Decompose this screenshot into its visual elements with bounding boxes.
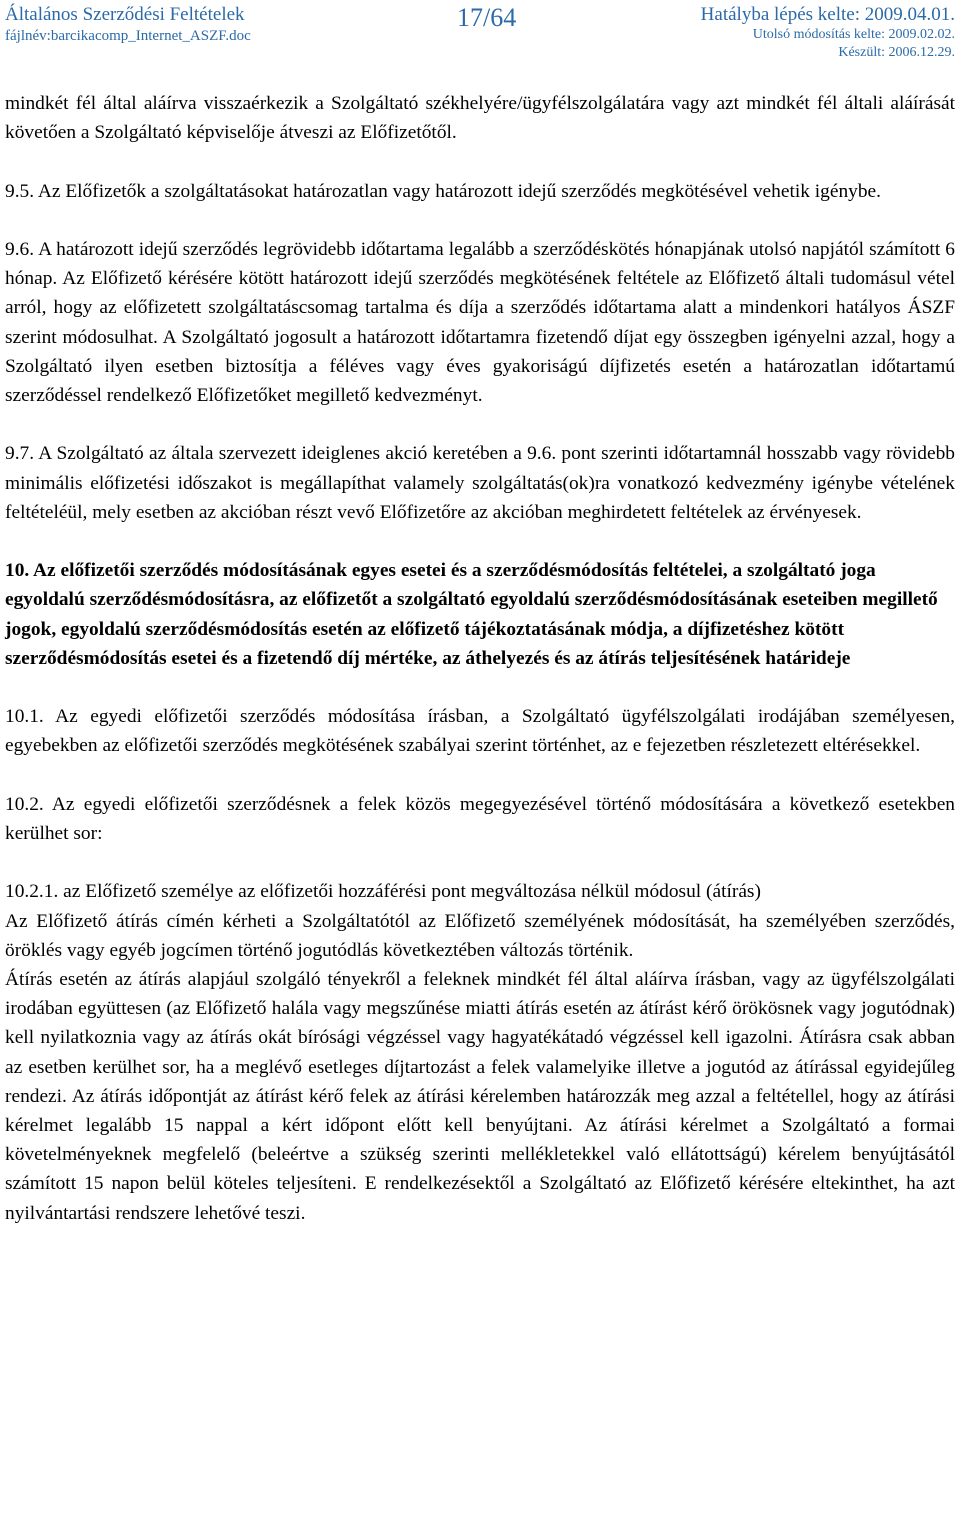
page-number: 17/64	[457, 3, 517, 32]
modified-date: Utolsó módosítás kelte: 2009.02.02.	[752, 27, 955, 42]
paragraph-atiras-request: Az Előfizető átírás címén kérheti a Szolgáltatótól az Előfizető személyének módosítását, ha személyében szerződés, öröklés vagy egyéb jogcímen történő jogutódlás következtében változás történik.	[5, 910, 955, 961]
paragraph-atiras-rules: Átírás esetén az átírás alapjául szolgáló tényekről a feleknek mindkét fél által aláírva írásban, vagy az ügyfélszolgálati irodában együttesen (az Előfizető halála vagy megszűnése miatti átírás esetén az átírást kérő örökösnek vagy jogutódnak) kell nyilatkoznia vagy az átírás okát bírósági végzéssel vagy hagyatékátadó végzéssel kell igazolni. Átírásra csak abban az esetben kerülhet sor, ha a meglévő esetleges díjtartozást a felek valamelyike illetve a jogutód az átírással egyidejűleg rendezi. Az átírás időpontját az átírást kérő felek az átírási kérelemben határozzák meg azzal a feltétellel, hogy az átírási kérelmet legalább 15 nappal a kért időpont előtt kell benyújtani. Az átírási kérelmet a Szolgáltató a formai követelményeknek megfelelő (beleértve a szükség szerinti mellékletekkel való ellátottságú) kérelem benyújtásától számított 15 napon belül köteles teljesíteni. E rendelkezésektől a Szolgáltató az Előfizető kérésére eltekinthet, ha azt nyilvántartási rendszere lehetővé teszi.	[5, 968, 955, 1224]
paragraph-10-2: 10.2. Az egyedi előfizetői szerződésnek a felek közös megegyezésével történő módosítására a következő esetekben kerülhet sor:	[5, 793, 955, 844]
created-date: Készült: 2006.12.29.	[838, 45, 955, 60]
page-header	[5, 4, 955, 66]
document-body	[5, 89, 955, 1228]
paragraph-9-6: 9.6. A határozott idejű szerződés legrövidebb időtartama legalább a szerződéskötés hónapjának utolsó napjától számított 6 hónap. Az Előfizető kérésére kötött határozott idejű szerződés megkötésének feltétele az Előfizető általi tudomásul vétel arról, hogy az előfizetett szolgáltatáscsomag tartalma és díja a szerződés időtartama alatt a mindenkori hatályos ÁSZF szerint módosulhat. A Szolgáltató jogosult a határozott időtartamra fizetendő díjat egy összegben igényelni azzal, hogy a Szolgáltató ilyen esetben biztosítja a féléves vagy éves gyakoriságú díjfizetés esetén a határozatlan időtartamú szerződéssel rendelkező Előfizetőket megillető kedvezményt.	[5, 238, 955, 406]
document-title: Általános Szerződési Feltételek	[5, 4, 245, 25]
paragraph-10-2-1: 10.2.1. az Előfizető személye az előfizetői hozzáférési pont megváltozása nélkül módosul (átírás)	[5, 881, 761, 903]
file-name: fájlnév:barcikacomp_Internet_ASZF.doc	[5, 28, 251, 44]
paragraph-continuation: mindkét fél által aláírva visszaérkezik a Szolgáltató székhelyére/ügyfélszolgálatára vagy azt mindkét fél általi aláírását követően a Szolgáltató képviselője átveszi az Előfizetőtől.	[5, 93, 955, 144]
section-10-heading: 10. Az előfizetői szerződés módosításának egyes esetei és a szerződésmódosítás feltételei, a szolgáltató joga egyoldalú szerződésmódosításra, az előfizetőt a szolgáltató egyoldalú szerződésmódosításának eseteiben megillető jogok, egyoldalú szerződésmódosítás esetén az előfizető tájékoztatásának módja, a díjfizetéshez kötött szerződésmódosítás esetei és a fizetendő díj mértéke, az áthelyezés és az átírás teljesítésének határideje	[5, 560, 938, 669]
effective-date: Hatályba lépés kelte: 2009.04.01.	[700, 4, 955, 25]
paragraph-9-7: 9.7. A Szolgáltató az általa szervezett ideiglenes akció keretében a 9.6. pont szerinti időtartamnál hosszabb vagy rövidebb minimális előfizetési időszakot is megállapíthat valamely szolgáltatás(ok)ra vonatkozó kedvezmény igénybe vételének feltételéül, mely esetben az akcióban részt vevő Előfizetőre az akcióban meghirdetett feltételek az érvényesek.	[5, 443, 955, 523]
header-left	[5, 4, 251, 46]
paragraph-9-5: 9.5. Az Előfizetők a szolgáltatásokat határozatlan vagy határozott idejű szerződés megkötésével vehetik igénybe.	[5, 180, 882, 202]
paragraph-10-1: 10.1. Az egyedi előfizetői szerződés módosítása írásban, a Szolgáltató ügyfélszolgálati irodájában személyesen, egyebekben az előfizetői szerződés megkötésének szabályai szerint történhet, az e fejezetben részletezett eltérésekkel.	[5, 706, 955, 757]
header-right	[701, 4, 955, 62]
